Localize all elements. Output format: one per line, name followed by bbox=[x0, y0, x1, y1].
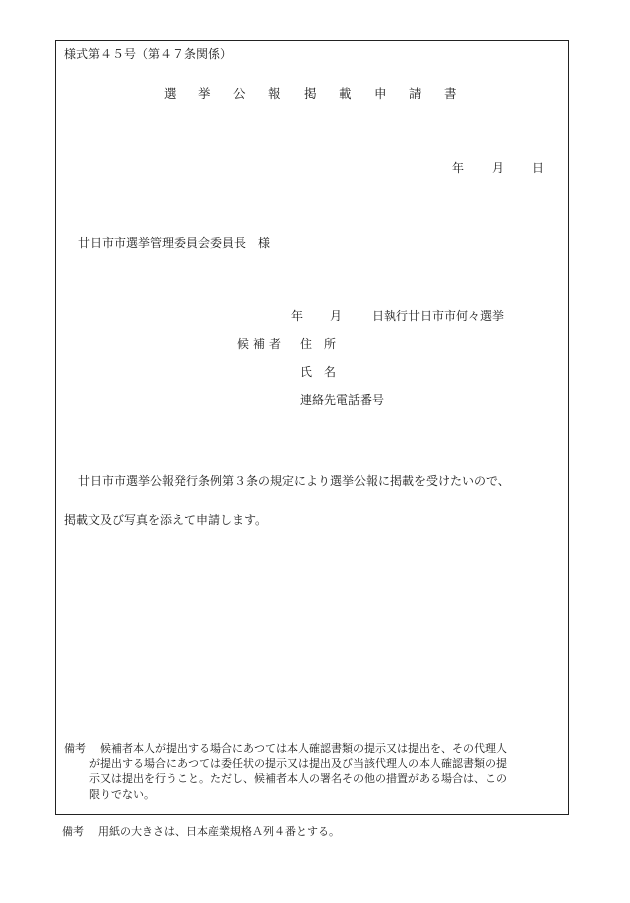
title-char: 掲 bbox=[304, 86, 317, 101]
inner-note-line-2: が提出する場合にあつては委任状の提示又は提出及び当該代理人の本人確認書類の提 bbox=[89, 757, 507, 770]
title-char: 報 bbox=[268, 86, 281, 101]
title-char: 請 bbox=[409, 86, 422, 101]
title-char: 載 bbox=[339, 86, 352, 101]
title-char: 公 bbox=[233, 86, 246, 101]
title-char: 申 bbox=[374, 86, 387, 101]
candidate-label: 候補者 bbox=[237, 337, 286, 351]
phone-label: 連絡先電話番号 bbox=[300, 393, 385, 407]
date-month: 月 bbox=[492, 161, 505, 175]
body-line-1: 廿日市市選挙公報発行条例第３条の規定により選挙公報に掲載を受けたいので、 bbox=[78, 474, 510, 488]
outer-note-label: 備考 bbox=[62, 825, 84, 838]
inner-note-label: 備考 bbox=[64, 742, 86, 755]
date-year: 年 bbox=[452, 161, 465, 175]
election-year: 年 bbox=[291, 309, 304, 323]
outer-note-text: 用紙の大きさは、日本産業規格Ａ列４番とする。 bbox=[98, 825, 340, 838]
inner-note-line-4: 限りでない。 bbox=[89, 788, 155, 801]
address-label: 住 所 bbox=[300, 337, 337, 351]
title-char: 書 bbox=[444, 86, 457, 101]
addressee: 廿日市市選挙管理委員会委員長 様 bbox=[78, 236, 271, 250]
election-month: 月 bbox=[330, 309, 343, 323]
election-name: 日執行廿日市市何々選挙 bbox=[372, 309, 505, 323]
name-label: 氏 名 bbox=[300, 365, 337, 379]
body-line-2: 掲載文及び写真を添えて申請します。 bbox=[64, 513, 268, 527]
form-number: 様式第４５号（第４７条関係） bbox=[64, 47, 233, 61]
form-frame bbox=[55, 40, 569, 815]
title-char: 挙 bbox=[198, 86, 211, 101]
inner-note-line-3: 示又は提出を行うこと。ただし、候補者本人の署名その他の措置がある場合は、この bbox=[89, 772, 507, 785]
date-day: 日 bbox=[532, 161, 545, 175]
inner-note-line-1: 候補者本人が提出する場合にあつては本人確認書類の提示又は提出を、その代理人 bbox=[100, 742, 507, 755]
title-char: 選 bbox=[164, 86, 177, 101]
